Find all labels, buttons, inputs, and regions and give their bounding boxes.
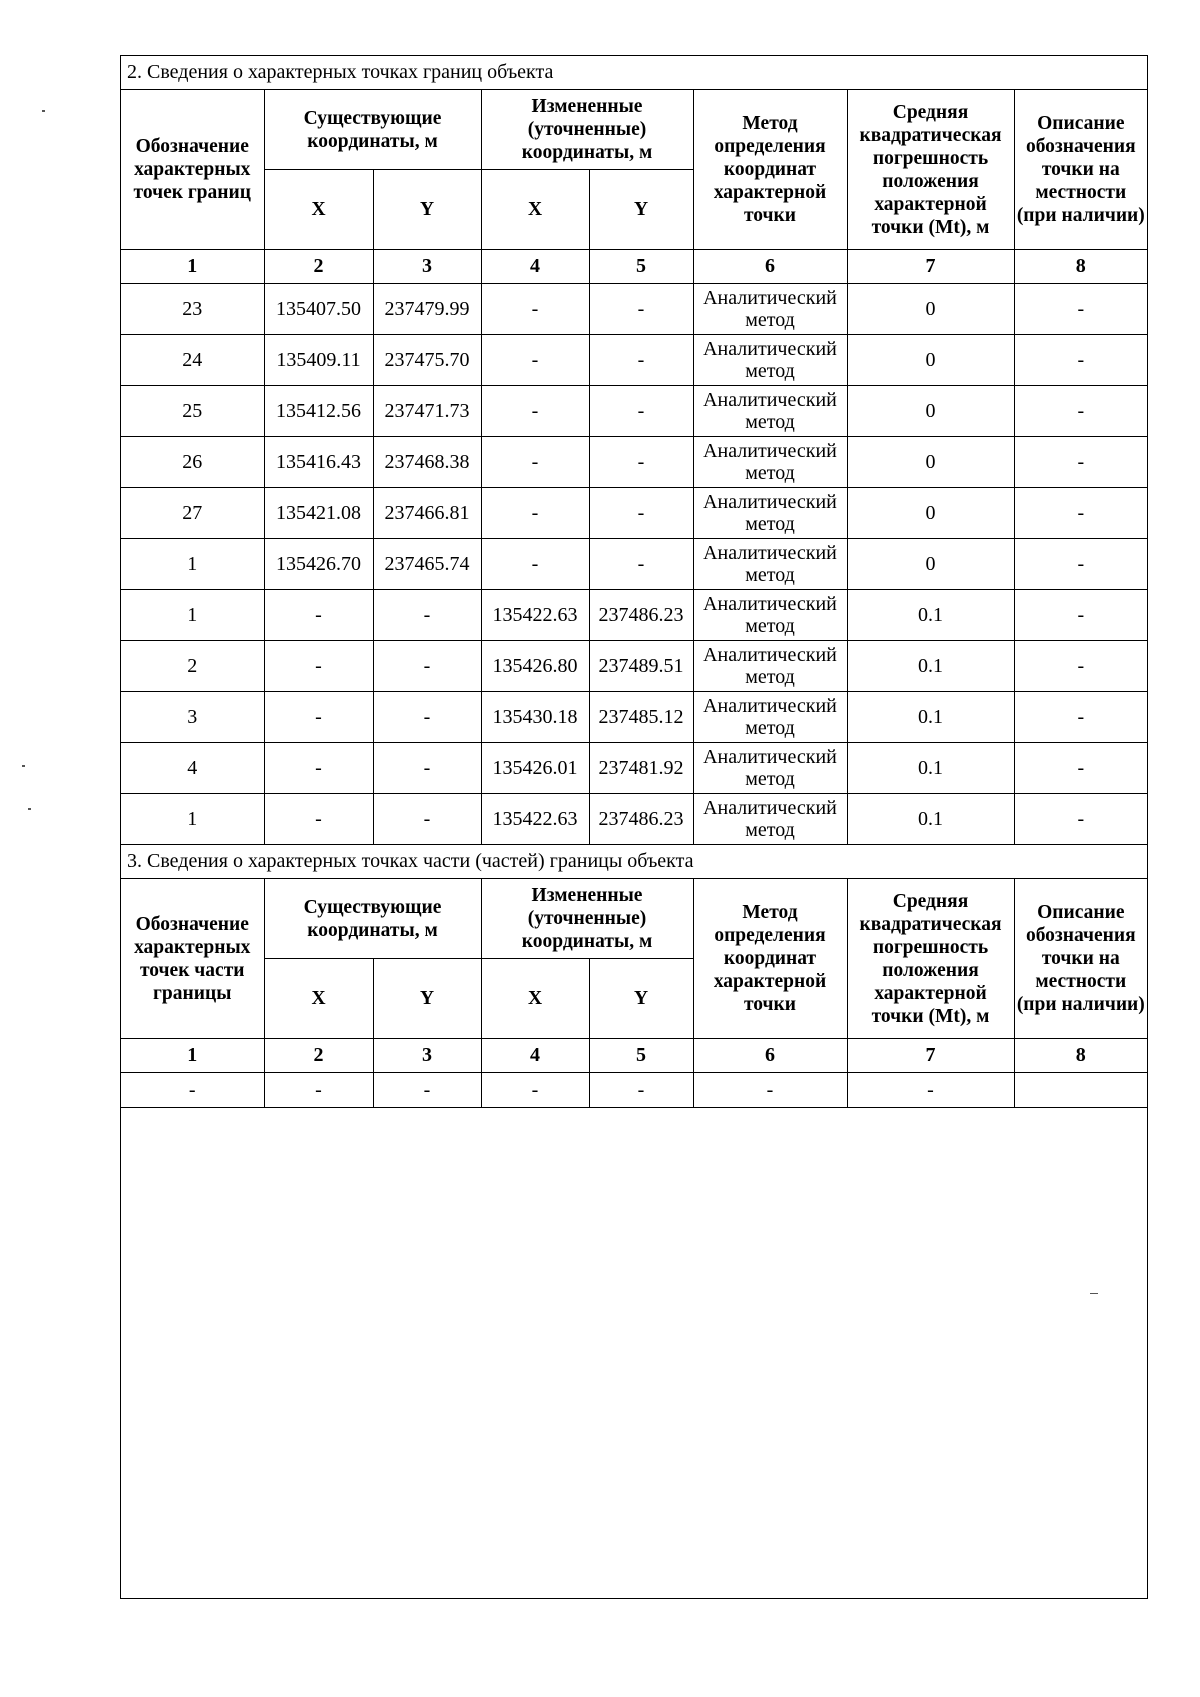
header-existing-x: X	[264, 959, 373, 1039]
column-number: 3	[373, 1039, 481, 1073]
column-number: 2	[264, 250, 373, 284]
cell-ch_x: 135426.80	[481, 641, 589, 692]
cell-ch_x: -	[481, 335, 589, 386]
cell-point: 27	[121, 488, 264, 539]
cell-ex_x: 135409.11	[264, 335, 373, 386]
column-number: 1	[121, 1039, 264, 1073]
header-description: Описание обозначения точки на местности (при наличии)	[1014, 90, 1147, 250]
document-frame	[120, 55, 1148, 1599]
cell-ex_y: -	[373, 590, 481, 641]
cell-error: 0.1	[847, 743, 1014, 794]
table-row	[121, 335, 1147, 386]
column-number: 7	[847, 250, 1014, 284]
table-row	[121, 590, 1147, 641]
column-number: 2	[264, 1039, 373, 1073]
cell-method: Аналитический метод	[693, 692, 847, 743]
cell-method: Аналитический метод	[693, 386, 847, 437]
cell-point: 4	[121, 743, 264, 794]
table-row	[121, 794, 1147, 845]
column-numbers-row	[121, 1039, 1147, 1073]
cell-point: 2	[121, 641, 264, 692]
column-number: 7	[847, 1039, 1014, 1073]
cell-ch_y: -	[589, 488, 693, 539]
cell-desc: -	[1014, 692, 1147, 743]
cell-error: 0.1	[847, 641, 1014, 692]
cell-ex_y: 237468.38	[373, 437, 481, 488]
table-row	[121, 539, 1147, 590]
cell-error: 0.1	[847, 692, 1014, 743]
table-row	[121, 284, 1147, 335]
section-2-title: 2. Сведения о характерных точках границ объекта	[121, 56, 1147, 90]
cell-ch_y: 237486.23	[589, 794, 693, 845]
cell-ex_y: -	[373, 641, 481, 692]
cell-desc: -	[1014, 743, 1147, 794]
cell-method: Аналитический метод	[693, 641, 847, 692]
cell-ch_x: 135422.63	[481, 590, 589, 641]
table-row	[121, 437, 1147, 488]
cell-method: Аналитический метод	[693, 437, 847, 488]
cell-ex_x: -	[264, 1073, 373, 1108]
header-existing-coords: Существующие координаты, м	[264, 90, 481, 170]
scan-speck	[28, 808, 31, 810]
cell-ex_y: 237479.99	[373, 284, 481, 335]
cell-ch_y: -	[589, 335, 693, 386]
cell-ch_x: -	[481, 1073, 589, 1108]
cell-desc	[1014, 1073, 1147, 1108]
column-number: 4	[481, 1039, 589, 1073]
column-number: 6	[693, 250, 847, 284]
cell-ex_x: 135416.43	[264, 437, 373, 488]
table-row	[121, 692, 1147, 743]
cell-desc: -	[1014, 284, 1147, 335]
cell-error: 0.1	[847, 590, 1014, 641]
cell-ex_x: -	[264, 641, 373, 692]
header-changed-y: Y	[589, 170, 693, 250]
cell-ch_x: -	[481, 539, 589, 590]
table-row	[121, 743, 1147, 794]
cell-desc: -	[1014, 335, 1147, 386]
column-number: 6	[693, 1039, 847, 1073]
cell-desc: -	[1014, 590, 1147, 641]
cell-ex_y: 237471.73	[373, 386, 481, 437]
boundary-points-table	[121, 56, 1147, 1108]
cell-ex_x: -	[264, 794, 373, 845]
cell-error: 0	[847, 335, 1014, 386]
header-existing-y: Y	[373, 170, 481, 250]
cell-ex_y: -	[373, 692, 481, 743]
header-description: Описание обозначения точки на местности (при наличии)	[1014, 879, 1147, 1039]
cell-desc: -	[1014, 641, 1147, 692]
header-error: Средняя квадратическая погрешность положения характерной точки (Mt), м	[847, 90, 1014, 250]
cell-error: 0	[847, 488, 1014, 539]
cell-ch_x: -	[481, 284, 589, 335]
header-method: Метод определения координат характерной точки	[693, 879, 847, 1039]
cell-desc: -	[1014, 539, 1147, 590]
column-number: 4	[481, 250, 589, 284]
header-changed-x: X	[481, 170, 589, 250]
cell-ex_y: -	[373, 794, 481, 845]
scan-speck	[42, 110, 45, 112]
cell-method: Аналитический метод	[693, 794, 847, 845]
cell-ch_y: -	[589, 386, 693, 437]
header-error: Средняя квадратическая погрешность положения характерной точки (Mt), м	[847, 879, 1014, 1039]
cell-desc: -	[1014, 386, 1147, 437]
header-changed-coords: Измененные (уточненные) координаты, м	[481, 90, 693, 170]
cell-ex_x: -	[264, 743, 373, 794]
section-3-title: 3. Сведения о характерных точках части (частей) границы объекта	[121, 845, 1147, 879]
cell-desc: -	[1014, 437, 1147, 488]
cell-ch_y: -	[589, 1073, 693, 1108]
cell-ex_y: 237465.74	[373, 539, 481, 590]
cell-point: -	[121, 1073, 264, 1108]
cell-point: 3	[121, 692, 264, 743]
cell-ex_x: 135426.70	[264, 539, 373, 590]
cell-ex_x: -	[264, 590, 373, 641]
cell-ex_y: 237475.70	[373, 335, 481, 386]
cell-ex_y: -	[373, 1073, 481, 1108]
cell-point: 1	[121, 539, 264, 590]
cell-method: -	[693, 1073, 847, 1108]
cell-error: 0	[847, 386, 1014, 437]
cell-method: Аналитический метод	[693, 539, 847, 590]
cell-ch_x: -	[481, 386, 589, 437]
column-number: 5	[589, 250, 693, 284]
cell-point: 1	[121, 794, 264, 845]
header-changed-y: Y	[589, 959, 693, 1039]
column-number: 3	[373, 250, 481, 284]
table-row	[121, 386, 1147, 437]
cell-desc: -	[1014, 794, 1147, 845]
header-designation: Обозначение характерных точек части границы	[121, 879, 264, 1039]
cell-ch_x: -	[481, 437, 589, 488]
scan-speck	[1090, 1293, 1098, 1294]
cell-ch_y: 237489.51	[589, 641, 693, 692]
cell-point: 24	[121, 335, 264, 386]
cell-error: 0	[847, 284, 1014, 335]
column-number: 8	[1014, 1039, 1147, 1073]
cell-ch_x: 135426.01	[481, 743, 589, 794]
cell-method: Аналитический метод	[693, 284, 847, 335]
header-changed-coords: Измененные (уточненные) координаты, м	[481, 879, 693, 959]
cell-point: 1	[121, 590, 264, 641]
cell-ex_x: -	[264, 692, 373, 743]
column-number: 1	[121, 250, 264, 284]
cell-ch_x: -	[481, 488, 589, 539]
cell-error: 0	[847, 539, 1014, 590]
header-method: Метод определения координат характерной точки	[693, 90, 847, 250]
cell-method: Аналитический метод	[693, 335, 847, 386]
cell-ch_y: 237485.12	[589, 692, 693, 743]
cell-ex_y: -	[373, 743, 481, 794]
cell-ex_y: 237466.81	[373, 488, 481, 539]
header-changed-x: X	[481, 959, 589, 1039]
table-row	[121, 488, 1147, 539]
column-number: 5	[589, 1039, 693, 1073]
cell-ch_x: 135422.63	[481, 794, 589, 845]
cell-ch_y: 237486.23	[589, 590, 693, 641]
cell-ex_x: 135412.56	[264, 386, 373, 437]
cell-ch_x: 135430.18	[481, 692, 589, 743]
cell-method: Аналитический метод	[693, 488, 847, 539]
scan-speck	[22, 765, 25, 767]
cell-ex_x: 135407.50	[264, 284, 373, 335]
cell-ex_x: 135421.08	[264, 488, 373, 539]
cell-point: 25	[121, 386, 264, 437]
cell-method: Аналитический метод	[693, 590, 847, 641]
cell-point: 23	[121, 284, 264, 335]
table-row	[121, 1073, 1147, 1108]
header-designation: Обозначение характерных точек границ	[121, 90, 264, 250]
column-numbers-row	[121, 250, 1147, 284]
cell-ch_y: -	[589, 437, 693, 488]
cell-desc: -	[1014, 488, 1147, 539]
header-existing-coords: Существующие координаты, м	[264, 879, 481, 959]
table-row	[121, 641, 1147, 692]
cell-method: Аналитический метод	[693, 743, 847, 794]
header-existing-y: Y	[373, 959, 481, 1039]
cell-ch_y: -	[589, 539, 693, 590]
cell-point: 26	[121, 437, 264, 488]
cell-error: 0	[847, 437, 1014, 488]
cell-error: 0.1	[847, 794, 1014, 845]
cell-ch_y: -	[589, 284, 693, 335]
cell-ch_y: 237481.92	[589, 743, 693, 794]
column-number: 8	[1014, 250, 1147, 284]
header-existing-x: X	[264, 170, 373, 250]
cell-error: -	[847, 1073, 1014, 1108]
